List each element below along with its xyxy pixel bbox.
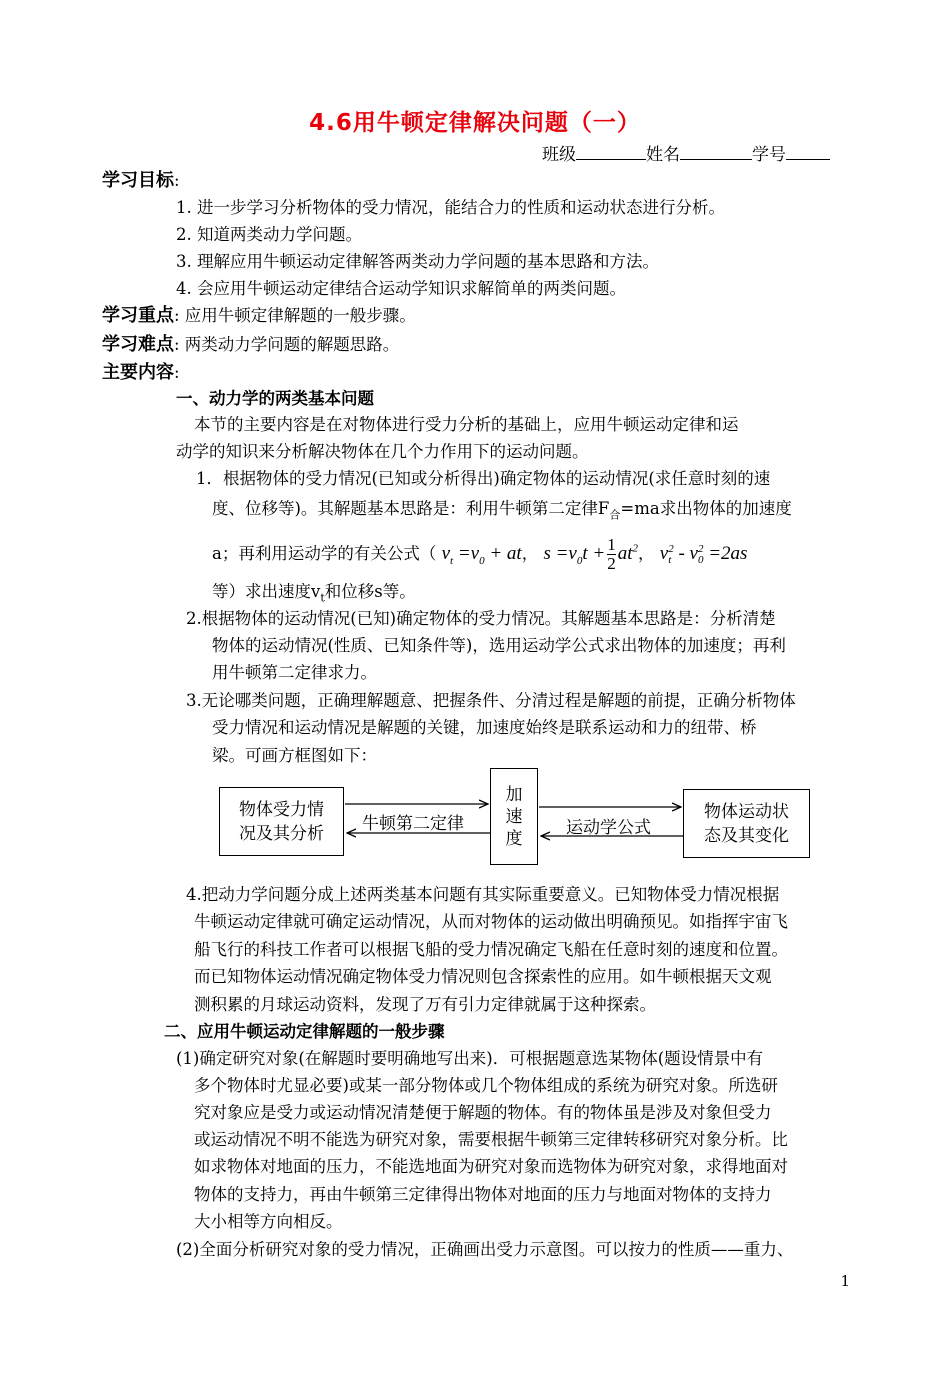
point4-line: 船飞行的科技工作者可以根据飞船的受力情况确定飞船在任意时刻的速度和位置。 — [194, 940, 788, 959]
step1-line: 大小相等方向相反。 — [194, 1212, 343, 1231]
step1-line: (1)确定研究对象(在解题时要明确地写出来)．可根据题意选某物体(题设情景中有 — [176, 1049, 764, 1068]
class-label: 班级 — [542, 145, 576, 165]
content-heading: 主要内容: — [102, 362, 180, 383]
point3-line: 受力情况和运动情况是解题的关键，加速度始终是联系运动和力的纽带、桥 — [212, 718, 757, 737]
section1-title: 一、动力学的两类基本问题 — [176, 389, 374, 408]
point2-line: 2.根据物体的运动情况(已知)确定物体的受力情况。其解题基本思路是：分析清楚 — [186, 609, 776, 628]
step1-line: 或运动情况不明不能选为研究对象，需要根据牛顿第三定律转移研究对象分析。比 — [194, 1130, 788, 1149]
point4-line: 而已知物体运动情况确定物体受力情况则包含探索性的应用。如牛顿根据天文观 — [194, 967, 772, 986]
step1-line: 究对象应是受力或运动情况清楚便于解题的物体。有的物体虽是涉及对象但受力 — [194, 1103, 772, 1122]
point2-line: 用牛顿第二定律求力。 — [212, 663, 377, 682]
point1-line: 等）求出速度$v_t$和位移s等。 — [212, 582, 416, 605]
point4-line: 牛顿运动定律就可确定运动情况，从而对物体的运动做出明确预见。如指挥宇宙飞 — [194, 912, 788, 931]
kinematics-formulas: a；再利用运动学的有关公式（ $v_t =v_0$ + at， $s =v_0t$ + $\frac{1}{2}$ $at^2$， v 2 t - v 2 0 =2as — [212, 535, 748, 573]
page-number: 1 — [840, 1272, 850, 1290]
page-title: 4.6用牛顿定律解决问题（一） — [309, 110, 641, 136]
newton-second-law-label: 牛顿第二定律 — [362, 814, 464, 834]
point4-line: 4.把动力学问题分成上述两类基本问题有其实际重要意义。已知物体受力情况根据 — [186, 885, 780, 904]
step1-line: 多个物体时尤显必要)或某一部分物体或几个物体组成的系统为研究对象。所选研 — [194, 1076, 778, 1095]
objective-item: 2. 知道两类动力学问题。 — [176, 225, 362, 244]
kinematics-label: 运动学公式 — [566, 818, 651, 838]
fraction-half: $\frac{1}{2}$ — [607, 535, 616, 573]
point2-line: 物体的运动情况(性质、已知条件等)，选用运动学公式求出物体的加速度；再利 — [212, 636, 786, 655]
objectives-heading: 学习目标: — [102, 170, 180, 191]
section1-intro: 动学的知识来分析解决物体在几个力作用下的运动问题。 — [176, 442, 589, 461]
step1-line: 物体的支持力，再由牛顿第三定律得出物体对地面的压力与地面对物体的支持力 — [194, 1185, 772, 1204]
objective-item: 1. 进一步学习分析物体的受力情况，能结合力的性质和运动状态进行分析。 — [176, 198, 725, 217]
point3-line: 梁。可画方框图如下： — [212, 746, 377, 765]
formula-velocity: $v_t =v_0$ + at — [441, 542, 522, 567]
motion-state-box: 物体运动状 态及其变化 — [683, 789, 810, 858]
step2-line: (2)全面分析研究对象的受力情况，正确画出受力示意图。可以按力的性质——重力、 — [176, 1240, 794, 1259]
point1-line: 1．根据物体的受力情况(已知或分析得出)确定物体的运动情况(求任意时刻的速 — [196, 469, 771, 488]
section1-intro: 本节的主要内容是在对物体进行受力分析的基础上，应用牛顿运动定律和运 — [194, 415, 739, 434]
focus-line: 学习重点: 应用牛顿定律解题的一般步骤。 — [102, 305, 416, 326]
point4-line: 测积累的月球运动资料，发现了万有引力定律就属于这种探索。 — [194, 995, 656, 1014]
objective-item: 4. 会应用牛顿运动定律结合运动学知识求解简单的两类问题。 — [176, 279, 626, 298]
point3-line: 3.无论哪类问题，正确理解题意、把握条件、分清过程是解题的前提，正确分析物体 — [186, 691, 796, 710]
point1-line: 度、位移等)。其解题基本思路是：利用牛顿第二定律$F_合=ma$求出物体的加速度 — [212, 499, 792, 522]
objective-item: 3. 理解应用牛顿运动定律解答两类动力学问题的基本思路和方法。 — [176, 252, 659, 271]
difficulty-line: 学习难点: 两类动力学问题的解题思路。 — [102, 334, 400, 355]
formula-displacement: $s =v_0t$ + $\frac{1}{2}$ $at^2$ — [543, 535, 639, 573]
acceleration-box: 加 速 度 — [490, 768, 538, 865]
step1-line: 如求物体对地面的压力，不能选地面为研究对象而选物体为研究对象，求得地面对 — [194, 1157, 788, 1176]
formula-velocity-squared: v 2 t - v 2 0 =2as — [659, 542, 748, 566]
section2-title: 二、应用牛顿运动定律解题的一般步骤 — [164, 1022, 445, 1041]
name-label: 姓名 — [646, 145, 680, 165]
id-label: 学号 — [752, 145, 786, 165]
force-analysis-box: 物体受力情 况及其分析 — [219, 787, 344, 856]
